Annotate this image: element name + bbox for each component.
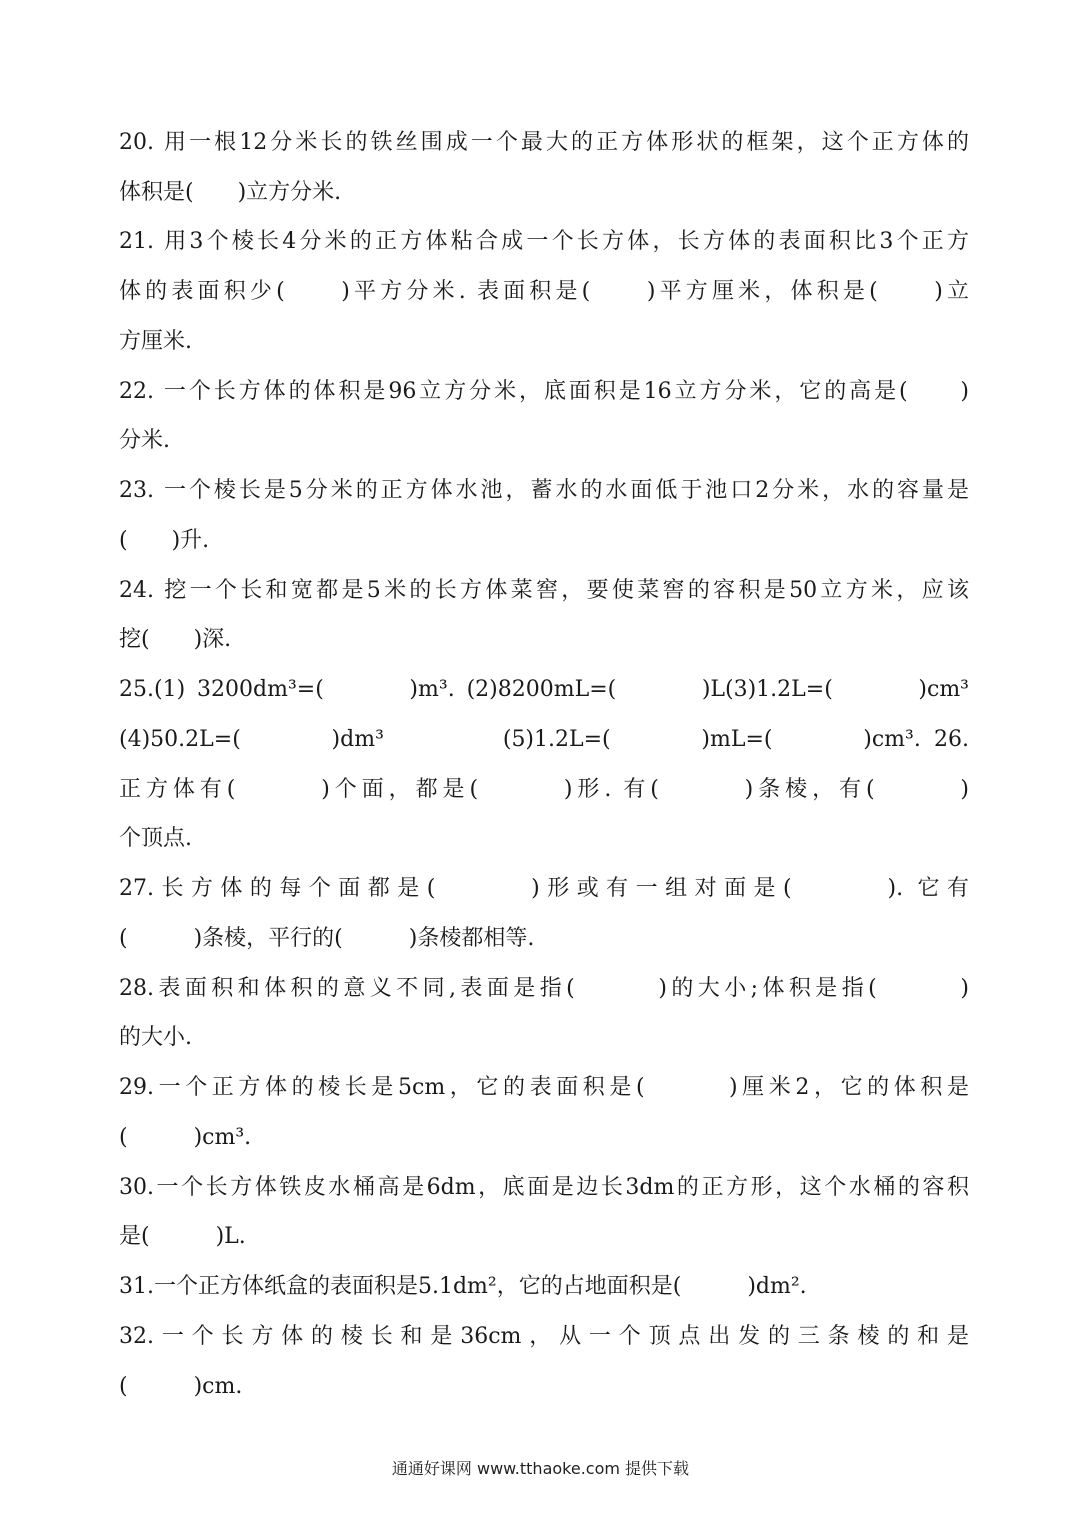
text-line: 挖( )深. bbox=[119, 627, 232, 652]
text-line: 23. 一个棱长是5分米的正方体水池，蓄水的水面低于池口2分米，水的容量是 bbox=[119, 478, 969, 503]
text-line: ( )升. bbox=[119, 528, 210, 553]
text-line: 25.(1) 3200dm³=( )m³. (2)8200mL=( )L(3)1.2L=( )cm³ bbox=[119, 677, 969, 702]
text-line: 个顶点. bbox=[119, 826, 192, 851]
text-line: 24. 挖一个长和宽都是5米的长方体菜窖，要使菜窖的容积是50立方米，应该 bbox=[119, 578, 969, 603]
page-footer: 通通好课网 www.tthaoke.com 提供下载 bbox=[391, 1459, 690, 1478]
text-line: 体的表面积少( )平方分米. 表面积是( )平方厘米，体积是( )立 bbox=[119, 279, 969, 304]
text-line: 28.表面积和体积的意义不同,表面是指( )的大小;体积是指( ) bbox=[119, 976, 969, 1001]
text-line: ( )cm³. bbox=[119, 1125, 252, 1150]
text-line: 分米. bbox=[119, 428, 170, 453]
text-line: 27.长方体的每个面都是( )形或有一组对面是( ). 它有 bbox=[119, 876, 969, 901]
text-line: 31.一个正方体纸盒的表面积是5.1dm²，它的占地面积是( )dm². bbox=[119, 1274, 807, 1299]
text-line: ( )条棱，平行的( )条棱都相等. bbox=[119, 926, 535, 951]
text-line: 方厘米. bbox=[119, 329, 192, 354]
text-line: 22. 一个长方体的体积是96立方分米，底面积是16立方分米，它的高是( ) bbox=[119, 379, 969, 404]
text-line: 的大小. bbox=[119, 1025, 192, 1050]
text-line: 正方体有( )个面，都是( )形. 有( )条棱，有( ) bbox=[119, 777, 969, 802]
text-line: 是( )L. bbox=[119, 1224, 246, 1249]
text-line: 32.一个长方体的棱长和是36cm，从一个顶点出发的三条棱的和是 bbox=[119, 1324, 969, 1349]
text-line: 20. 用一根12分米长的铁丝围成一个最大的正方体形状的框架，这个正方体的 bbox=[119, 130, 969, 155]
text-line: 体积是( )立方分米. bbox=[119, 180, 342, 205]
text-line: 21. 用3个棱长4分米的正方体粘合成一个长方体，长方体的表面积比3个正方 bbox=[119, 229, 969, 254]
text-line: (4)50.2L=( )dm³ (5)1.2L=( )mL=( )cm³. 26. bbox=[119, 727, 969, 752]
text-line: ( )cm. bbox=[119, 1374, 243, 1399]
text-line: 30.一个长方体铁皮水桶高是6dm，底面是边长3dm的正方形，这个水桶的容积 bbox=[119, 1175, 969, 1200]
text-line: 29.一个正方体的棱长是5cm，它的表面积是( )厘米2，它的体积是 bbox=[119, 1075, 969, 1100]
